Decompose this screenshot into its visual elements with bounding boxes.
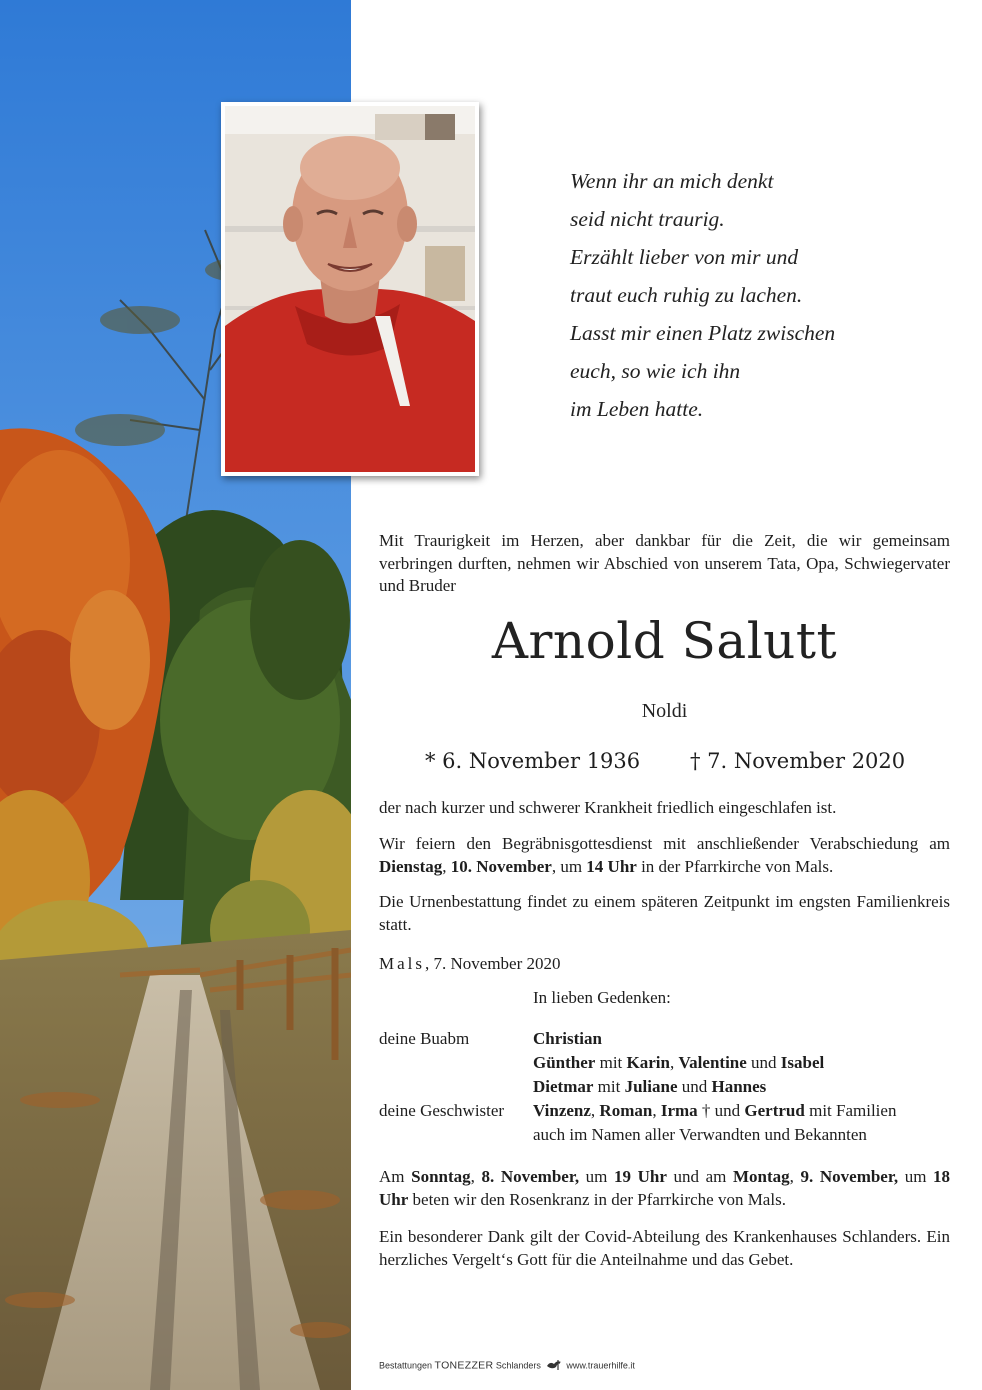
place-date: [379, 954, 561, 974]
family-text: mit: [595, 1053, 627, 1072]
death-date: † 7. November 2020: [690, 749, 906, 773]
family-line-1: [533, 1029, 602, 1049]
poem-line: seid nicht traurig.: [570, 207, 725, 231]
family-text: ,: [669, 1053, 679, 1072]
date: , 7. November 2020: [425, 954, 561, 973]
rosary-date: 8. November,: [481, 1167, 580, 1186]
place: Mals: [379, 954, 425, 973]
rosary-time: 19 Uhr: [614, 1167, 667, 1186]
siblings-label: deine Geschwister: [379, 1101, 505, 1120]
family-member: Isabel: [780, 1053, 825, 1072]
family-member: Roman: [599, 1101, 653, 1120]
family-text: und: [677, 1077, 712, 1096]
poem-line: Lasst mir einen Platz zwischen: [570, 321, 836, 345]
family-text: ,: [652, 1101, 661, 1120]
family-line-3: [533, 1077, 766, 1097]
poem-line: traut euch ruhig zu lachen.: [570, 283, 803, 307]
family-text: und: [714, 1101, 745, 1120]
footer-text: Bestattungen: [379, 1360, 435, 1371]
deceased-name: Arnold Salutt: [491, 612, 838, 670]
relatives-line: auch im Namen aller Verwandten und Bekannten: [533, 1125, 867, 1144]
website-link[interactable]: www.trauerhilfe.it: [566, 1360, 635, 1371]
service-date: 10. November: [450, 856, 552, 876]
service-sep: ,: [442, 856, 451, 876]
rosary-text-part: ,: [789, 1167, 801, 1186]
intro-text: Mit Traurigkeit im Herzen, aber dankbar für die Zeit, die wir gemeinsam verbringen durften, nehmen wir Abschied von unserem Tata, Opa, Schwiegervater und Bruder: [379, 531, 950, 595]
family-member: Irma: [660, 1101, 698, 1120]
family-member: Valentine: [678, 1053, 747, 1072]
urn-burial-text: Die Urnenbestattung findet zu einem späteren Zeitpunkt im engsten Familienkreis statt.: [379, 892, 950, 934]
service-text: Wir feiern den Begräbnisgottesdienst mit anschließender Verabschiedung am: [379, 834, 950, 853]
family-member: Christian: [533, 1029, 602, 1048]
poem-line: Erzählt lieber von mir und: [570, 245, 799, 269]
rosary-day: Sonntag: [411, 1167, 471, 1186]
rosary-time: 18 Uhr: [379, 1167, 951, 1209]
family-member: Vinzenz: [533, 1101, 591, 1120]
poem-line: im Leben hatte.: [570, 397, 704, 421]
thanks-text: Ein besonderer Dank gilt der Covid-Abteilung des Krankenhauses Schlanders. Ein herzliches Vergelt‘s Gott für die Anteilnahme und das Gebet.: [379, 1227, 950, 1269]
rosary-text: [379, 1166, 950, 1211]
family-line-2: [533, 1053, 824, 1073]
rosary-text-part: und am: [666, 1167, 733, 1186]
poem-line: Wenn ihr an mich denkt: [570, 169, 774, 193]
rosary-text-part: um: [898, 1167, 934, 1186]
family-text: mit Familien: [804, 1101, 897, 1120]
rosary-text-part: ,: [470, 1167, 482, 1186]
poem-line: euch, so wie ich ihn: [570, 359, 741, 383]
funeral-home-name: TONEZZER: [434, 1359, 494, 1372]
family-member: Günther: [533, 1053, 596, 1072]
service-text: in der Pfarrkirche von Mals.: [636, 856, 834, 876]
family-text: und: [746, 1053, 781, 1072]
rosary-text-part: Am: [379, 1167, 412, 1186]
portrait-photo-frame: [221, 102, 479, 476]
death-note: der nach kurzer und schwerer Krankheit friedlich eingeschlafen ist.: [379, 798, 837, 817]
family-member: Dietmar: [533, 1077, 594, 1096]
poem: [570, 162, 950, 428]
service-time: 14 Uhr: [586, 856, 637, 876]
family-member: Juliane: [624, 1077, 678, 1096]
cross-symbol: †: [697, 1101, 715, 1120]
footer-text: Schlanders: [493, 1360, 541, 1371]
rosary-date: 9. November,: [800, 1167, 899, 1186]
funeral-service-text: [379, 833, 950, 878]
service-day: Dienstag: [379, 856, 443, 876]
dove-cross-icon: [546, 1359, 562, 1373]
memory-heading: In lieben Gedenken:: [533, 988, 671, 1007]
rosary-text-part: beten wir den Rosenkranz in der Pfarrkirche von Mals.: [408, 1189, 786, 1209]
deceased-nickname: Noldi: [641, 700, 688, 722]
rosary-day: Montag: [732, 1167, 790, 1186]
rosary-text-part: um: [579, 1167, 615, 1186]
family-text: ,: [590, 1101, 600, 1120]
children-label: deine Buabm: [379, 1029, 470, 1048]
family-member: Gertrud: [744, 1101, 805, 1120]
footer: [379, 1359, 635, 1373]
service-text: , um: [551, 856, 587, 876]
family-member: Hannes: [711, 1077, 767, 1096]
family-line-4: [533, 1101, 896, 1121]
birth-date: * 6. November 1936: [425, 749, 641, 773]
family-member: Karin: [626, 1053, 670, 1072]
family-text: mit: [593, 1077, 625, 1096]
portrait-photo: [225, 106, 475, 472]
